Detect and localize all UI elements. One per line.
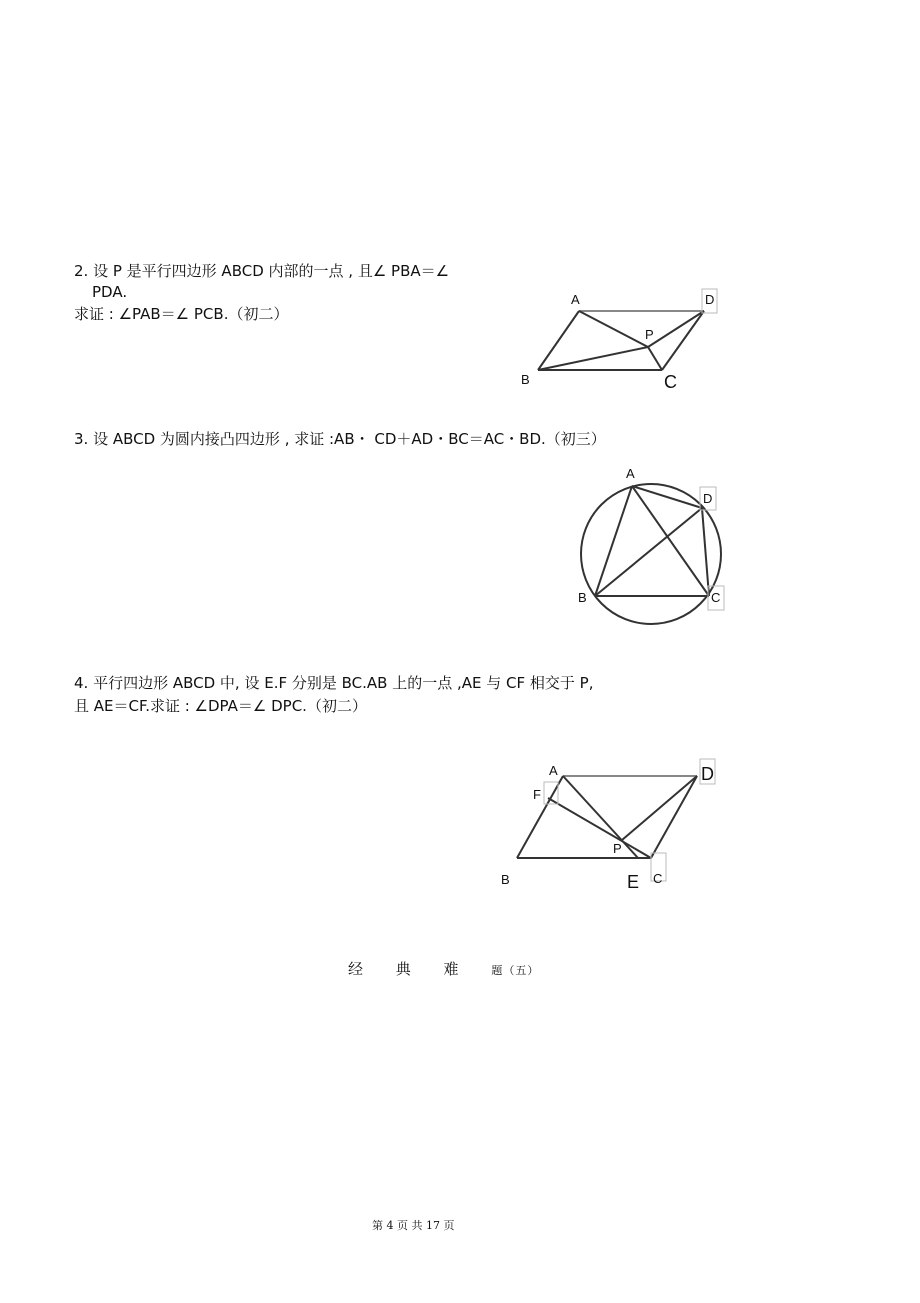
- problem-4-line1: 4. 平行四边形 ABCD 中, 设 E.F 分别是 BC.AB 上的一点 ,AE 与 CF 相交于 P,: [74, 674, 594, 692]
- section-title: [348, 958, 539, 979]
- fig3-label-p: P: [613, 841, 622, 856]
- fig2-label-d: D: [703, 491, 713, 506]
- fig3-label-e: E: [627, 872, 640, 892]
- fig3-seg-pd: [622, 776, 697, 840]
- fig1-seg-dp: [648, 311, 704, 347]
- problem-2-line3: 求证 : ∠PAB＝∠ PCB.（初二）: [74, 305, 289, 323]
- fig1-label-p: P: [645, 327, 654, 342]
- fig1-edge-ab: [538, 311, 579, 370]
- problem-4-line2: 且 AE＝CF.求证 : ∠DPA＝∠ DPC.（初二）: [74, 697, 367, 715]
- fig3-label-d: D: [701, 764, 714, 784]
- fig2-label-a: A: [626, 466, 635, 481]
- fig3-edge-cd: [651, 776, 697, 858]
- figure-problem-2: [521, 289, 717, 392]
- fig3-label-b: B: [501, 872, 510, 887]
- fig3-label-c: C: [653, 871, 663, 886]
- problem-2-line2: PDA.: [92, 283, 128, 301]
- fig1-seg-cp: [648, 347, 662, 370]
- fig1-seg-ap: [579, 311, 648, 347]
- fig3-label-f: F: [533, 787, 541, 802]
- figure-problem-3: [578, 466, 724, 624]
- section-title-sub: 题（五）: [491, 964, 540, 977]
- fig1-label-c: C: [664, 372, 677, 392]
- fig3-seg-ae: [563, 776, 638, 858]
- fig2-label-b: B: [578, 590, 587, 605]
- fig2-label-c: C: [711, 590, 721, 605]
- problem-2-line1: 2. 设 P 是平行四边形 ABCD 内部的一点 , 且∠ PBA＝∠: [74, 262, 450, 280]
- section-title-main: 经 典 难: [348, 960, 473, 978]
- problem-3-line1: 3. 设 ABCD 为圆内接凸四边形 , 求证 :AB・ CD＋AD・BC＝AC・BD.（初三）: [74, 430, 606, 448]
- figure-problem-4: [501, 759, 715, 892]
- fig3-label-a: A: [549, 763, 558, 778]
- fig1-label-d: D: [705, 292, 715, 307]
- fig1-label-a: A: [571, 292, 580, 307]
- fig1-label-b: B: [521, 372, 530, 387]
- fig2-diag-bd: [595, 508, 702, 596]
- fig1-edge-cd: [662, 311, 704, 370]
- fig1-seg-bp: [538, 347, 648, 370]
- page-footer: 第 4 页 共 17 页: [372, 1219, 455, 1232]
- fig2-edge-dc: [702, 508, 709, 596]
